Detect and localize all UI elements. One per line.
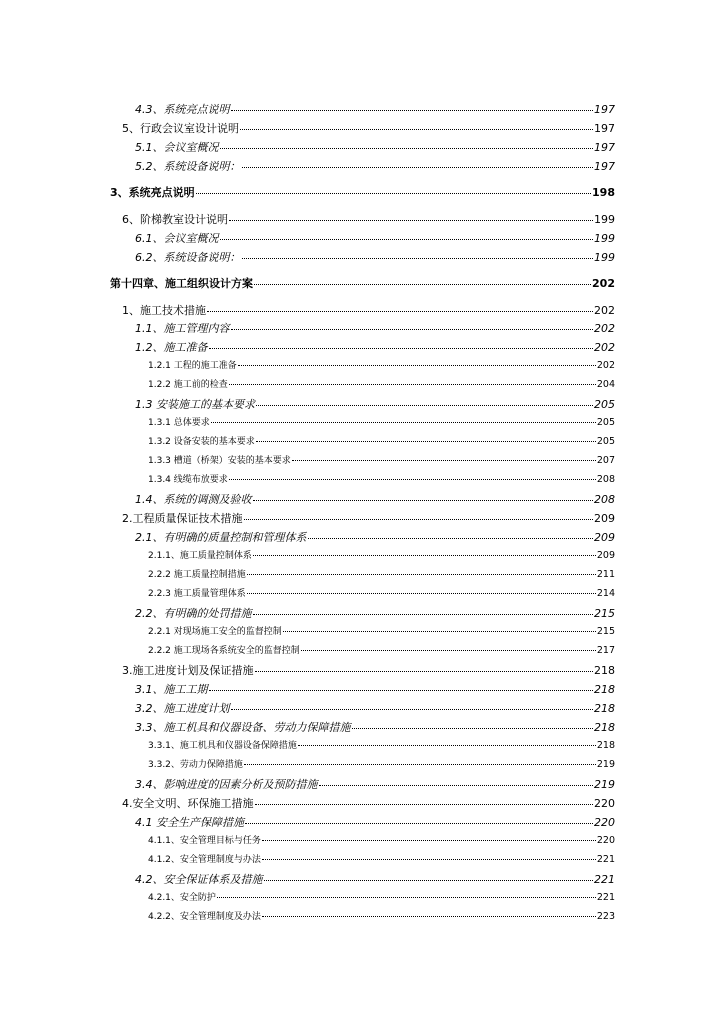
- toc-dot-leader: [256, 405, 593, 406]
- toc-entry-title: 2.2.2 施工现场各系统安全的监督控制: [148, 646, 300, 656]
- toc-entry-page-number: 197: [594, 160, 615, 173]
- toc-dot-leader: [253, 614, 594, 615]
- toc-entry[interactable]: [135, 252, 615, 263]
- toc-entry-page-number: 218: [594, 683, 615, 696]
- toc-entry[interactable]: [110, 187, 615, 198]
- toc-dot-leader: [238, 365, 596, 366]
- toc-entry[interactable]: [135, 608, 615, 619]
- toc-entry-page-number: 218: [596, 740, 615, 751]
- toc-dot-leader: [244, 519, 594, 520]
- toc-entry-title: 3.3.2、劳动力保障措施: [148, 760, 243, 770]
- toc-entry-page-number: 220: [596, 835, 615, 846]
- toc-entry-page-number: 208: [596, 474, 615, 485]
- toc-entry[interactable]: [148, 855, 615, 865]
- toc-entry[interactable]: [135, 703, 615, 714]
- toc-entry[interactable]: [135, 779, 615, 790]
- toc-entry-title: 1.3.3 槽道（桥架）安装的基本要求: [148, 456, 291, 466]
- toc-entry[interactable]: [148, 741, 615, 751]
- toc-entry-title: 6.1、会议室概况: [135, 232, 219, 245]
- toc-entry-title: 3.1、施工工期: [135, 683, 208, 696]
- toc-entry[interactable]: [135, 494, 615, 505]
- toc-entry-page-number: 215: [594, 607, 615, 620]
- toc-entry-page-number: 202: [594, 304, 615, 317]
- toc-entry[interactable]: [135, 323, 615, 334]
- toc-dot-leader: [217, 897, 596, 898]
- toc-entry-page-number: 204: [596, 379, 615, 390]
- toc-entry-page-number: 205: [596, 417, 615, 428]
- toc-entry[interactable]: [135, 233, 615, 244]
- toc-entry[interactable]: [122, 123, 615, 134]
- toc-entry-title: 1.3 安装施工的基本要求: [135, 398, 255, 411]
- toc-dot-leader: [244, 764, 596, 765]
- toc-entry-title: 1.2.2 施工前的检查: [148, 380, 228, 390]
- toc-dot-leader: [196, 193, 591, 194]
- toc-entry[interactable]: [135, 161, 615, 172]
- toc-dot-leader: [220, 239, 594, 240]
- toc-dot-leader: [231, 329, 594, 330]
- toc-dot-leader: [256, 441, 596, 442]
- toc-entry-page-number: 215: [596, 626, 615, 637]
- toc-dot-leader: [292, 460, 596, 461]
- toc-entry-page-number: 217: [596, 645, 615, 656]
- toc-entry-title: 1.3.1 总体要求: [148, 418, 210, 428]
- toc-entry[interactable]: [122, 513, 615, 524]
- toc-entry-page-number: 202: [594, 322, 615, 335]
- toc-entry[interactable]: [110, 278, 615, 289]
- toc-entry-page-number: 218: [594, 702, 615, 715]
- toc-entry-title: 3.施工进度计划及保证措施: [122, 664, 254, 677]
- toc-entry-page-number: 218: [594, 664, 615, 677]
- toc-entry-title: 2.2.2 施工质量控制措施: [148, 570, 246, 580]
- toc-dot-leader: [255, 671, 594, 672]
- toc-entry[interactable]: [135, 342, 615, 353]
- toc-entry-title: 4.3、系统亮点说明: [135, 103, 230, 116]
- toc-entry-page-number: 221: [596, 854, 615, 865]
- toc-entry-page-number: 214: [596, 588, 615, 599]
- toc-dot-leader: [229, 220, 593, 221]
- toc-entry-page-number: 219: [594, 778, 615, 791]
- toc-entry-title: 3、系统亮点说明: [110, 186, 195, 199]
- toc-entry-page-number: 199: [594, 213, 615, 226]
- toc-entry[interactable]: [148, 760, 615, 770]
- toc-entry-page-number: 205: [596, 436, 615, 447]
- toc-dot-leader: [283, 631, 596, 632]
- toc-entry-title: 2.1.1、施工质量控制体系: [148, 551, 252, 561]
- toc-dot-leader: [308, 538, 594, 539]
- toc-entry-title: 3.3、施工机具和仪器设备、劳动力保障措施: [135, 721, 351, 734]
- toc-entry-title: 2.工程质量保证技术措施: [122, 512, 243, 525]
- toc-entry-title: 1.4、系统的调测及验收: [135, 493, 252, 506]
- toc-entry[interactable]: [148, 456, 615, 466]
- toc-entry-title: 2.2.3 施工质量管理体系: [148, 589, 246, 599]
- toc-entry-title: 4.安全文明、环保施工措施: [122, 797, 254, 810]
- toc-entry-title: 第十四章、施工组织设计方案: [110, 277, 253, 290]
- toc-entry-title: 5.2、系统设备说明：: [135, 160, 241, 173]
- toc-entry-page-number: 221: [596, 892, 615, 903]
- toc-dot-leader: [240, 129, 593, 130]
- toc-entry[interactable]: [122, 798, 615, 809]
- toc-entry[interactable]: [148, 475, 615, 485]
- toc-dot-leader: [229, 479, 596, 480]
- toc-entry-page-number: 220: [594, 816, 615, 829]
- toc-entry[interactable]: [148, 551, 615, 561]
- toc-dot-leader: [242, 258, 594, 259]
- toc-entry[interactable]: [148, 437, 615, 447]
- toc-dot-leader: [301, 650, 596, 651]
- toc-entry-page-number: 197: [594, 141, 615, 154]
- toc-dot-leader: [352, 728, 594, 729]
- toc-dot-leader: [242, 167, 594, 168]
- toc-entry-page-number: 202: [596, 360, 615, 371]
- toc-entry-page-number: 223: [596, 911, 615, 922]
- toc-entry-page-number: 220: [594, 797, 615, 810]
- toc-entry[interactable]: [135, 399, 615, 410]
- toc-entry-title: 1.1、施工管理内容: [135, 322, 230, 335]
- toc-dot-leader: [229, 384, 596, 385]
- toc-entry-title: 3.2、施工进度计划: [135, 702, 230, 715]
- toc-entry[interactable]: [148, 380, 615, 390]
- toc-entry[interactable]: [135, 532, 615, 543]
- toc-entry-title: 2.1、有明确的质量控制和管理体系: [135, 531, 307, 544]
- toc-entry[interactable]: [135, 684, 615, 695]
- toc-dot-leader: [247, 574, 596, 575]
- toc-entry[interactable]: [148, 418, 615, 428]
- toc-entry-page-number: 207: [596, 455, 615, 466]
- toc-dot-leader: [245, 823, 593, 824]
- toc-dot-leader: [262, 859, 596, 860]
- toc-entry-title: 4.1.1、安全管理目标与任务: [148, 836, 261, 846]
- toc-entry-title: 1.2.1 工程的施工准备: [148, 361, 237, 371]
- toc-dot-leader: [207, 311, 593, 312]
- toc-entry[interactable]: [122, 305, 615, 316]
- toc-entry-title: 2.2.1 对现场施工安全的监督控制: [148, 627, 282, 637]
- toc-entry[interactable]: [148, 893, 615, 903]
- toc-entry[interactable]: [148, 627, 615, 637]
- toc-entry-title: 6.2、系统设备说明：: [135, 251, 241, 264]
- toc-dot-leader: [209, 690, 594, 691]
- toc-entry-page-number: 197: [594, 122, 615, 135]
- toc-entry-page-number: 209: [594, 531, 615, 544]
- toc-entry-page-number: 221: [594, 873, 615, 886]
- toc-dot-leader: [298, 745, 596, 746]
- toc-entry[interactable]: [135, 874, 615, 885]
- toc-entry[interactable]: [135, 142, 615, 153]
- toc-entry-page-number: 209: [596, 550, 615, 561]
- toc-dot-leader: [254, 284, 591, 285]
- toc-entry-page-number: 202: [594, 341, 615, 354]
- toc-entry-page-number: 198: [592, 186, 615, 199]
- toc-entry-title: 1.3.4 线缆布放要求: [148, 475, 228, 485]
- toc-entry-page-number: 199: [594, 251, 615, 264]
- toc-entry-page-number: 211: [596, 569, 615, 580]
- toc-entry-title: 5.1、会议室概况: [135, 141, 219, 154]
- toc-entry-page-number: 208: [594, 493, 615, 506]
- toc-entry-title: 6、阶梯教室设计说明: [122, 213, 228, 226]
- toc-entry-page-number: 209: [594, 512, 615, 525]
- toc-dot-leader: [253, 500, 594, 501]
- toc-dot-leader: [231, 110, 594, 111]
- toc-entry-title: 4.1 安全生产保障措施: [135, 816, 244, 829]
- toc-dot-leader: [231, 709, 594, 710]
- toc-entry[interactable]: [148, 361, 615, 371]
- toc-entry-title: 3.3.1、施工机具和仪器设备保障措施: [148, 741, 297, 751]
- toc-entry-title: 2.2、有明确的处罚措施: [135, 607, 252, 620]
- toc-entry-title: 4.2.1、安全防护: [148, 893, 216, 903]
- toc-entry-page-number: 219: [596, 759, 615, 770]
- toc-entry[interactable]: [148, 912, 615, 922]
- toc-entry[interactable]: [122, 214, 615, 225]
- toc-entry-title: 1.3.2 设备安装的基本要求: [148, 437, 255, 447]
- toc-entry-page-number: 197: [594, 103, 615, 116]
- toc-entry[interactable]: [122, 665, 615, 676]
- toc-entry-page-number: 199: [594, 232, 615, 245]
- toc-entry-title: 4.2.2、安全管理制度及办法: [148, 912, 261, 922]
- toc-entry[interactable]: [148, 836, 615, 846]
- toc-dot-leader: [264, 880, 594, 881]
- toc-dot-leader: [209, 348, 594, 349]
- toc-dot-leader: [253, 555, 596, 556]
- toc-entry-title: 4.1.2、安全管理制度与办法: [148, 855, 261, 865]
- toc-entry-title: 1.2、施工准备: [135, 341, 208, 354]
- toc-entry-page-number: 218: [594, 721, 615, 734]
- toc-dot-leader: [319, 785, 594, 786]
- toc-dot-leader: [262, 840, 596, 841]
- toc-entry[interactable]: [135, 104, 615, 115]
- toc-dot-leader: [211, 422, 596, 423]
- toc-entry[interactable]: [135, 817, 615, 828]
- toc-dot-leader: [255, 804, 594, 805]
- toc-entry[interactable]: [135, 722, 615, 733]
- toc-entry-page-number: 205: [594, 398, 615, 411]
- toc-entry-title: 1、施工技术措施: [122, 304, 206, 317]
- toc-entry[interactable]: [148, 570, 615, 580]
- toc-dot-leader: [247, 593, 596, 594]
- toc-entry-page-number: 202: [592, 277, 615, 290]
- toc-dot-leader: [262, 916, 596, 917]
- toc-entry[interactable]: [148, 646, 615, 656]
- toc-entry-title: 3.4、影响进度的因素分析及预防措施: [135, 778, 318, 791]
- toc-entry[interactable]: [148, 589, 615, 599]
- toc-dot-leader: [220, 148, 594, 149]
- toc-entry-title: 4.2、安全保证体系及措施: [135, 873, 263, 886]
- toc-entry-title: 5、行政会议室设计说明: [122, 122, 239, 135]
